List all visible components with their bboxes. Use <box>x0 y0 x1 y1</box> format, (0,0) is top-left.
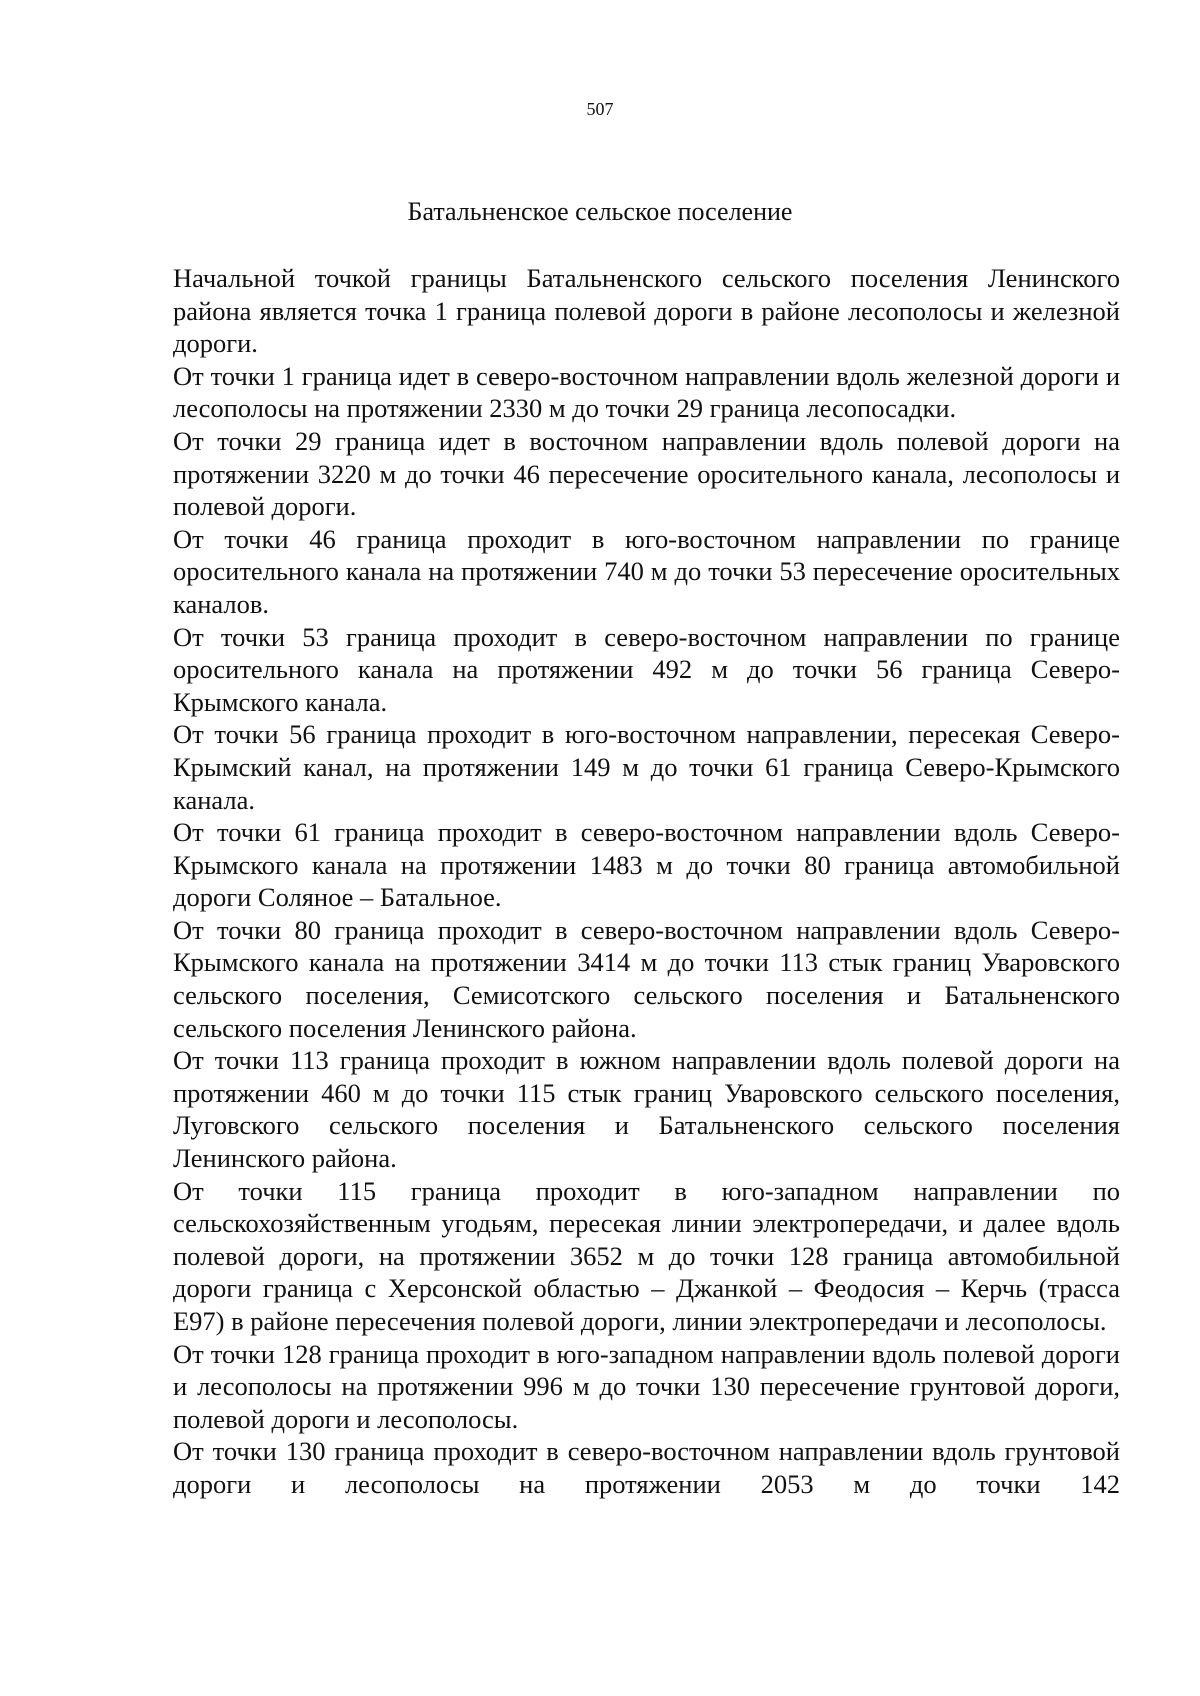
paragraph: От точки 113 граница проходит в южном направлении вдоль полевой дороги на протяжении 460 м до точки 115 стык границ Уваровского сельского поселения, Луговского сельского поселения и Батальненского сельского поселения Ленинского района. <box>173 1045 1120 1174</box>
paragraph: От точки 128 граница проходит в юго-западном направлении вдоль полевой дороги и лесополосы на протяжении 996 м до точки 130 пересечение грунтовой дороги, полевой дороги и лесополосы. <box>173 1338 1120 1434</box>
paragraph: От точки 56 граница проходит в юго-восточном направлении, пересекая Северо-Крымский канал, на протяжении 149 м до точки 61 граница Северо-Крымского канала. <box>173 719 1120 815</box>
paragraph: От точки 80 граница проходит в северо-восточном направлении вдоль Северо-Крымского канала на протяжении 3414 м до точки 113 стык границ Уваровского сельского поселения, Семисотского сельского поселения и Батальненского сельского поселения Ленинского района. <box>173 914 1120 1043</box>
paragraph: От точки 29 граница идет в восточном направлении вдоль полевой дороги на протяжении 3220 м до точки 46 пересечение оросительного канала, лесополосы и полевой дороги. <box>173 425 1120 522</box>
paragraph: От точки 130 граница проходит в северо-восточном направлении вдоль грунтовой дороги и лесополосы на протяжении 2053 м до точки 142 <box>173 1436 1120 1499</box>
paragraph: От точки 1 граница идет в северо-восточном направлении вдоль железной дороги и лесополосы на протяжении 2330 м до точки 29 граница лесопосадки. <box>173 360 1120 424</box>
page-number: 507 <box>586 99 614 119</box>
document-title: Батальненское сельское поселение <box>407 197 793 226</box>
paragraph: От точки 61 граница проходит в северо-восточном направлении вдоль Северо-Крымского канала на протяжении 1483 м до точки 80 граница автомобильной дороги Соляное – Батальное. <box>173 817 1120 913</box>
paragraph: От точки 53 граница проходит в северо-восточном направлении по границе оросительного канала на протяжении 492 м до точки 56 граница Северо-Крымского канала. <box>173 621 1120 717</box>
document-body <box>173 262 1120 1501</box>
paragraph: Начальной точкой границы Батальненского сельского поселения Ленинского района является точка 1 граница полевой дороги в районе лесополосы и железной дороги. <box>173 263 1120 359</box>
paragraph: От точки 115 граница проходит в юго-западном направлении по сельскохозяйственным угодьям, пересекая линии электропередачи, и далее вдоль полевой дороги, на протяжении 3652 м до точки 128 граница автомобильной дороги граница с Херсонской областью – Джанкой – Феодосия – Керчь (трасса Е97) в районе пересечения полевой дороги, линии электропередачи и лесополосы. <box>173 1175 1120 1336</box>
paragraph: От точки 46 граница проходит в юго-восточном направлении по границе оросительного канала на протяжении 740 м до точки 53 пересечение оросительных каналов. <box>173 523 1120 619</box>
